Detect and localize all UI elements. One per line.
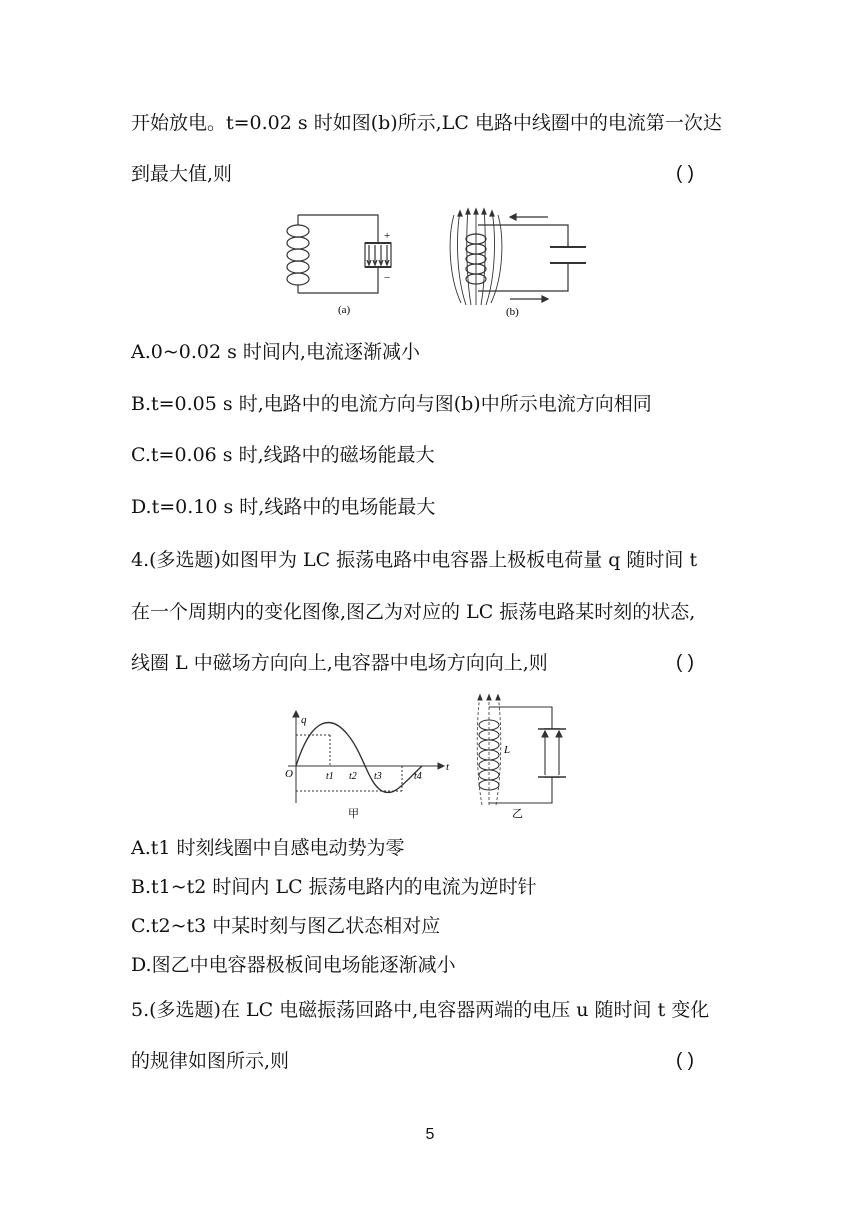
fig-a-label: (a) (338, 304, 351, 316)
answer-paren-q4: ( ) (676, 652, 694, 673)
graph-t-label: t (446, 761, 450, 773)
option-d-q3: D.t=0.10 s 时,线路中的电场能最大 (131, 496, 436, 518)
text-line-2: 到最大值,则 (131, 163, 233, 185)
graph-t2: t2 (349, 771, 357, 782)
page-number: 5 (425, 1126, 435, 1143)
option-b-q4: B.t1~t2 时间内 LC 振荡电路内的电流为逆时针 (131, 876, 537, 898)
option-c-q3: C.t=0.06 s 时,线路中的磁场能最大 (131, 444, 435, 466)
circuit-caption: 乙 (512, 808, 523, 820)
graph-t1: t1 (326, 771, 334, 782)
figure-q-graph-and-circuit (282, 693, 582, 823)
option-c-q4: C.t2~t3 中某时刻与图乙状态相对应 (131, 915, 441, 937)
circuit-L-label: L (504, 744, 511, 756)
answer-paren-q5: ( ) (676, 1050, 694, 1071)
graph-t4: t4 (414, 771, 422, 782)
fig-a-minus: − (384, 272, 391, 284)
coil-a (287, 225, 309, 285)
graph-t3: t3 (374, 771, 382, 782)
question-5-line-2: 的规律如图所示,则 (131, 1050, 290, 1072)
answer-paren-q3: ( ) (676, 163, 694, 184)
graph-q-label: q (301, 714, 307, 726)
graph-jia (288, 711, 444, 803)
question-4-line-2: 在一个周期内的变化图像,图乙为对应的 LC 振荡电路某时刻的状态, (131, 601, 696, 623)
graph-caption: 甲 (348, 808, 359, 820)
text-line-1: 开始放电。t=0.02 s 时如图(b)所示,LC 电路中线圈中的电流第一次达 (131, 112, 722, 134)
circuit-yi (477, 695, 566, 805)
question-5-line-1: 5.(多选题)在 LC 电磁振荡回路中,电容器两端的电压 u 随时间 t 变化 (131, 999, 710, 1021)
question-4-line-1: 4.(多选题)如图甲为 LC 振荡电路中电容器上极板电荷量 q 随时间 t (131, 549, 698, 571)
figure-lc-circuits-ab (278, 205, 598, 327)
circuit-a (287, 215, 391, 293)
question-4-line-3: 线圈 L 中磁场方向向上,电容器中电场方向向上,则 (131, 652, 548, 674)
option-b-q3: B.t=0.05 s 时,电路中的电流方向与图(b)中所示电流方向相同 (131, 393, 652, 415)
option-a-q3: A.0~0.02 s 时间内,电流逐渐减小 (131, 341, 420, 363)
option-a-q4: A.t1 时刻线圈中自感电动势为零 (131, 837, 405, 859)
option-d-q4: D.图乙中电容器极板间电场能逐渐减小 (131, 954, 456, 976)
circuit-b (450, 209, 586, 305)
graph-origin: O (285, 768, 293, 780)
fig-b-label: (b) (506, 306, 519, 318)
fig-a-plus: + (384, 230, 391, 242)
